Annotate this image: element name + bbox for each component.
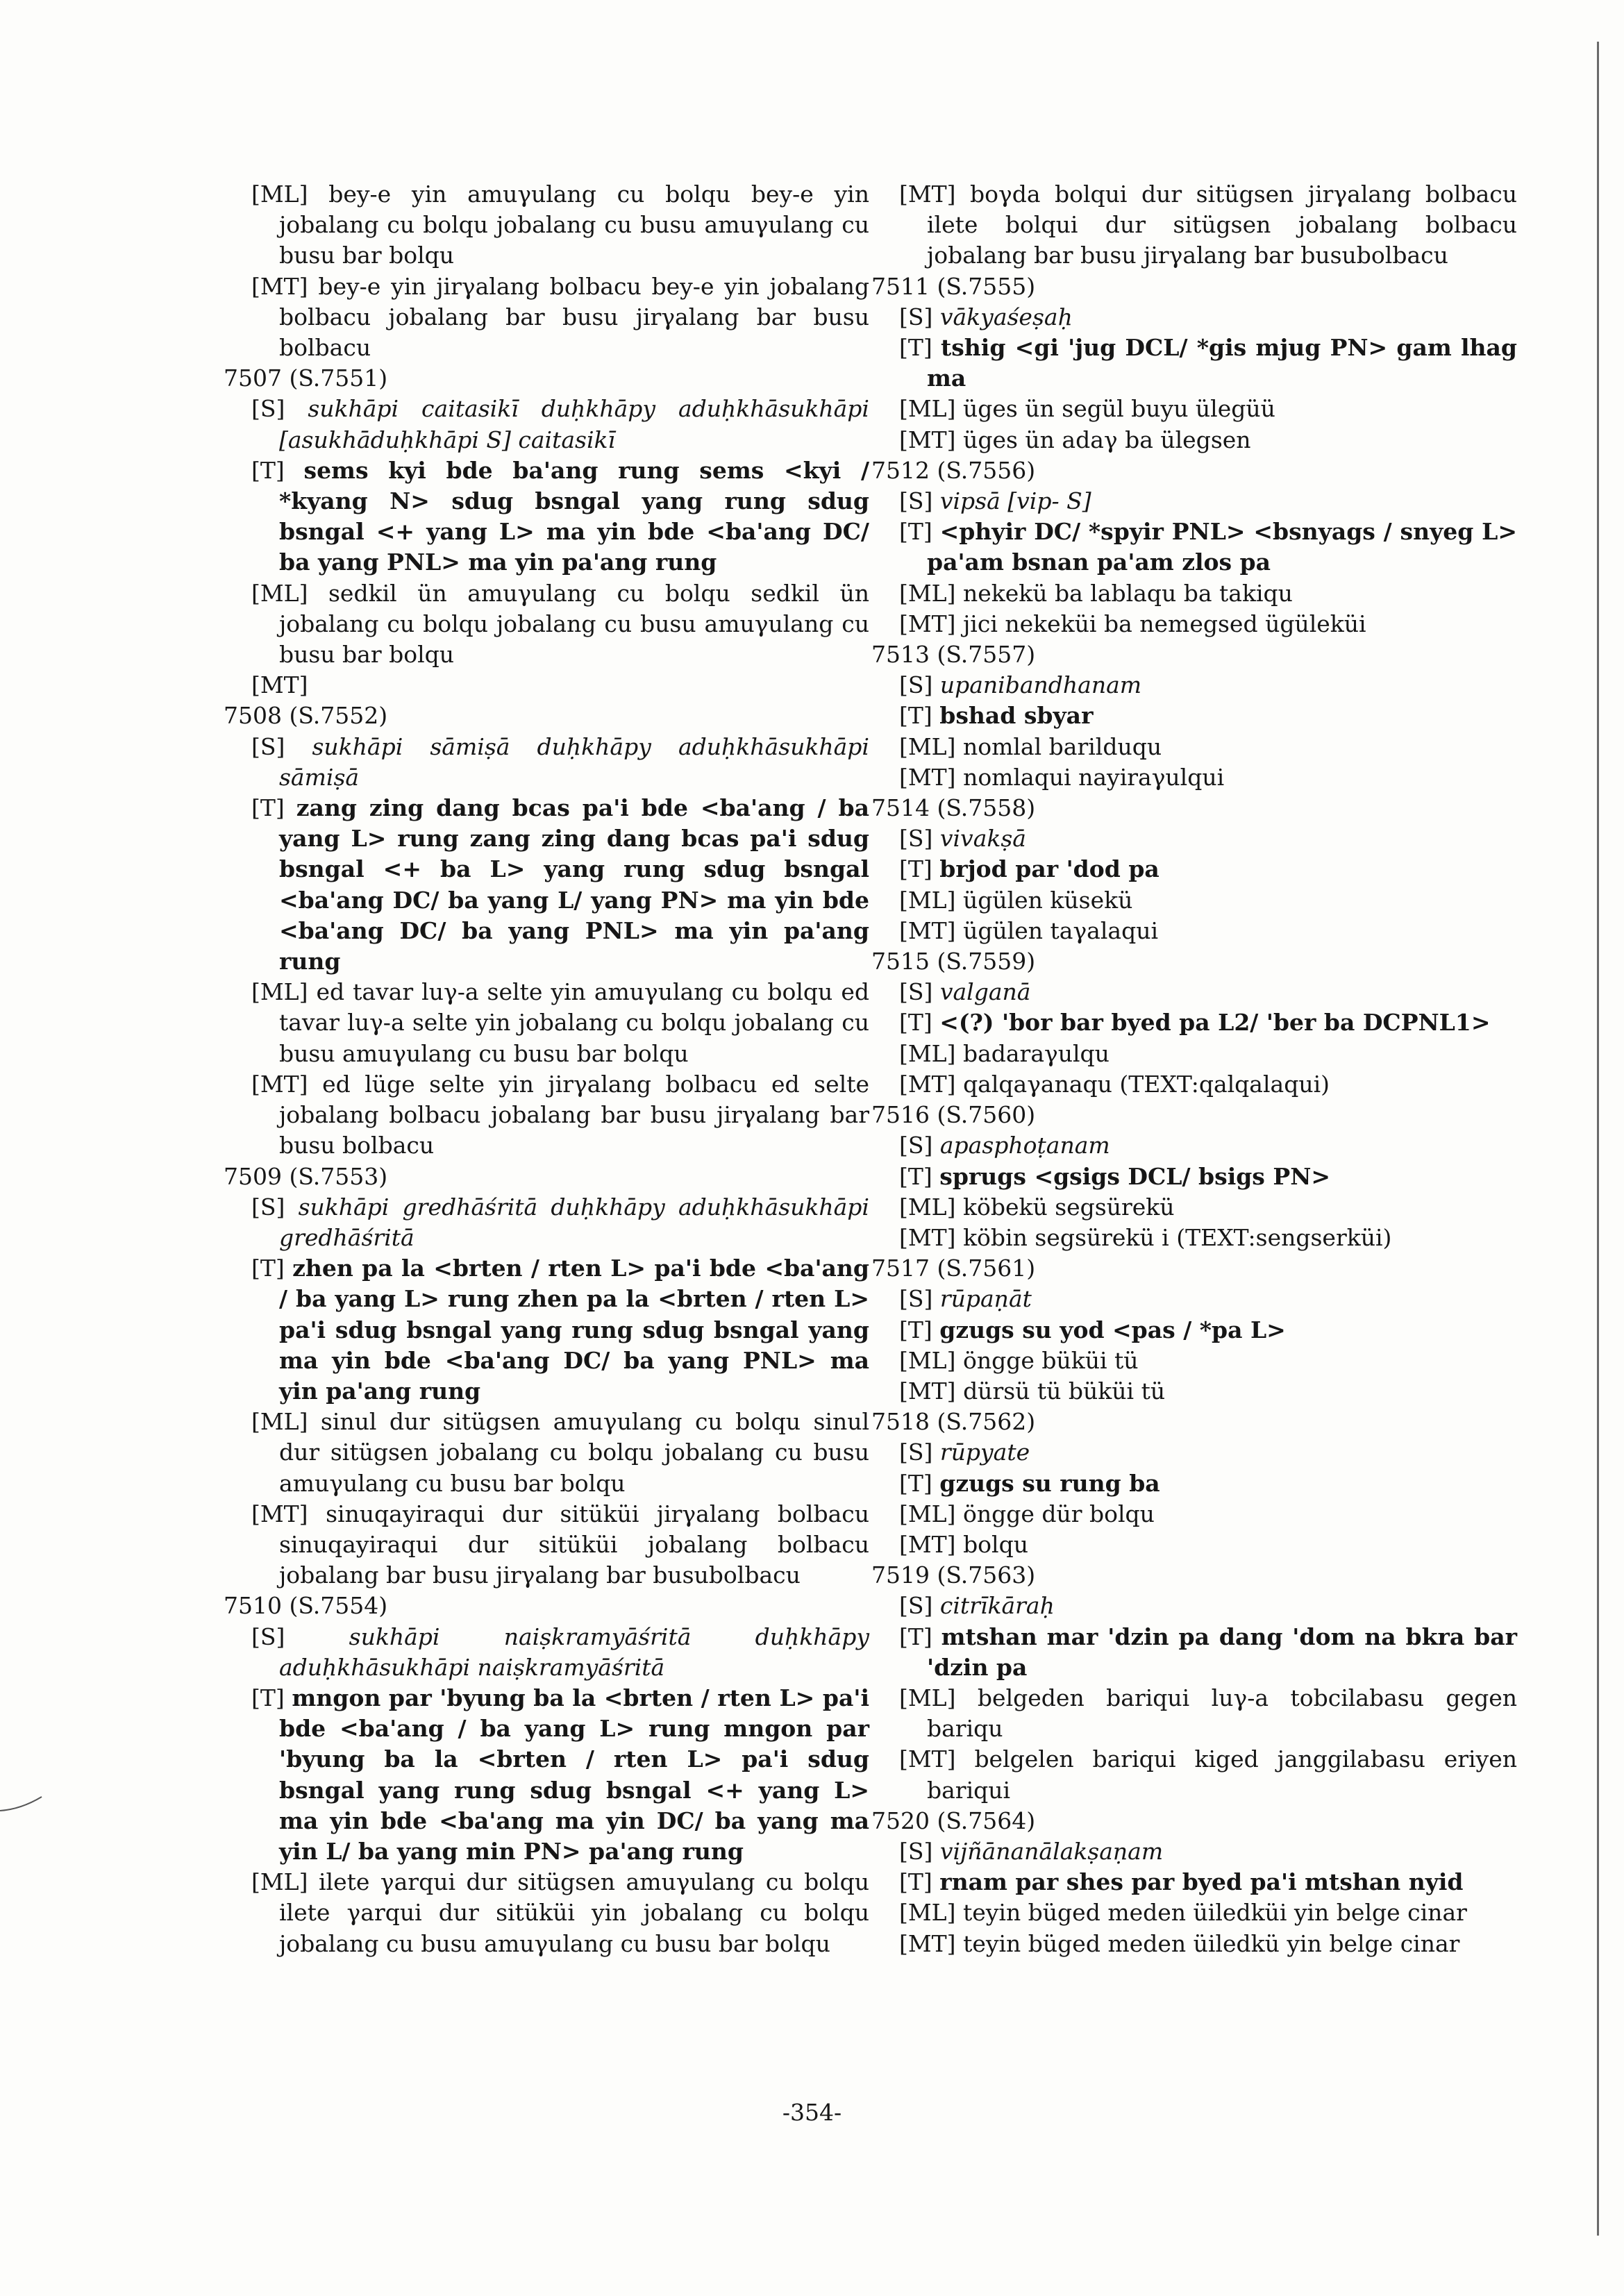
gloss-text: rnam par shes par byed pa'i mtshan nyid — [939, 1868, 1464, 1896]
entry-number: 7508 (S.7552) — [224, 702, 388, 730]
language-tag: [ML] — [899, 1899, 956, 1927]
gloss-text: sedkil ün amuγulang cu bolqu sedkil ün jobalang cu bolqu jobalang cu busu amuγulang cu busu bar bolqu — [279, 579, 869, 669]
gloss-text: ügülen küsekü — [962, 886, 1133, 914]
gloss-text: qalqaγanaqu (TEXT:qalqalaqui) — [963, 1070, 1330, 1098]
gloss-text: mtshan mar 'dzin pa dang 'dom na bkra bar 'dzin pa — [927, 1623, 1517, 1681]
gloss-text: öngge dür bolqu — [962, 1500, 1155, 1527]
gloss-text: ed lüge selte yin jirγalang bolbacu ed selte jobalang bolbacu jobalang bar busu jirγalang bar busu bolbacu — [279, 1070, 869, 1159]
gloss-line — [899, 916, 1517, 946]
gloss-text: vākyaśeṣaḥ — [939, 303, 1073, 330]
entry-number: 7509 (S.7553) — [224, 1162, 388, 1190]
language-tag: [ML] — [899, 1500, 956, 1527]
gloss-text: tshig <gi 'jug DCL/ *gis mjug PN> gam lhag ma — [927, 334, 1517, 392]
gloss-text: sprugs <gsigs DCL/ bsigs PN> — [939, 1162, 1331, 1190]
entry-number: 7515 (S.7559) — [871, 948, 1036, 975]
gloss-text: vijñānanālakṣaṇam — [939, 1837, 1164, 1865]
language-tag: [T] — [899, 1469, 932, 1497]
language-tag: [S] — [899, 671, 933, 699]
gloss-text: bey-e yin jirγalang bolbacu bey-e yin jobalang bolbacu jobalang bar busu jirγalang bar busu bolbacu — [279, 272, 869, 362]
gloss-text: jici nekeküi ba nemegsed ügüleküi — [963, 610, 1366, 637]
gloss-text: valganā — [939, 978, 1031, 1006]
language-tag: [ML] — [899, 1684, 956, 1711]
gloss-line — [899, 1162, 1517, 1192]
gloss-line — [899, 333, 1517, 394]
language-tag: [T] — [899, 518, 932, 546]
language-tag: [ML] — [899, 579, 956, 607]
language-tag: [T] — [899, 1623, 932, 1650]
language-tag: [ML] — [251, 1868, 308, 1896]
gloss-line — [899, 1744, 1517, 1805]
gloss-text: ilete γarqui dur sitügsen amuγulang cu bolqu ilete γarqui dur sitüküi yin jobalang cu bolqu jobalang cu busu amuγulang cu busu bar bolqu — [279, 1868, 869, 1957]
gloss-line — [251, 1499, 869, 1591]
gloss-text: üges ün segül buyu ülegüü — [962, 395, 1275, 423]
language-tag: [ML] — [899, 1039, 956, 1067]
gloss-line — [251, 394, 869, 455]
gloss-text: boγda bolqui dur sitügsen jirγalang bolbacu ilete bolqui dur sitügsen jobalang bolbacu jobalang bar busu jirγalang bar busubolbacu — [927, 181, 1517, 269]
gloss-line — [899, 1591, 1517, 1621]
gloss-text: köbin segsürekü i (TEXT:sengserküi) — [963, 1223, 1392, 1251]
language-tag: [T] — [251, 1684, 285, 1711]
language-tag: [MT] — [899, 1745, 956, 1773]
gloss-line — [251, 670, 869, 701]
language-tag: [T] — [899, 1162, 932, 1190]
left-column — [224, 179, 869, 1959]
language-tag: [MT] — [899, 181, 956, 208]
gloss-text: dürsü tü büküi tü — [963, 1377, 1166, 1405]
gloss-text: zhen pa la <brten / rten L> pa'i bde <ba'ang / ba yang L> rung zhen pa la <brten / rten L> pa'i sdug bsngal yang rung sdug bsngal yang ma yin bde <ba'ang DC/ ba yang PNL> ma yin pa'ang rung — [279, 1255, 869, 1405]
language-tag: [T] — [251, 456, 285, 484]
language-tag: [MT] — [899, 1929, 956, 1957]
gloss-text: belgeden bariqui luγ-a tobcilabasu gegen bariqu — [927, 1684, 1517, 1743]
gloss-line — [899, 486, 1517, 517]
language-tag: [MT] — [899, 1530, 956, 1558]
entry-number: 7513 (S.7557) — [871, 641, 1036, 669]
entry-number: 7520 (S.7564) — [871, 1807, 1036, 1834]
gloss-text: citrīkāraḥ — [939, 1592, 1055, 1620]
language-tag: [MT] — [899, 763, 956, 791]
gloss-text: nomlaqui nayiraγulqui — [963, 763, 1225, 791]
gloss-line — [899, 425, 1517, 455]
language-tag: [ML] — [899, 395, 956, 423]
gloss-text: teyin büged meden üiledkü yin belge cinar — [963, 1929, 1460, 1957]
gloss-text: sinul dur sitügsen amuγulang cu bolqu sinul dur sitügsen jobalang cu bolqu jobalang cu busu amuγulang cu busu bar bolqu — [279, 1408, 870, 1497]
gloss-text: gzugs su yod <pas / *pa L> — [939, 1316, 1286, 1343]
language-tag: [MT] — [899, 1223, 956, 1251]
gloss-line — [899, 609, 1517, 639]
gloss-text: <phyir DC/ *spyir PNL> <bsnyags / snyeg L> pa'am bsnan pa'am zlos pa — [927, 518, 1517, 576]
language-tag: [MT] — [251, 1500, 308, 1527]
scan-mark — [0, 1791, 49, 1819]
gloss-text: vivakṣā — [939, 825, 1026, 853]
gloss-line — [899, 302, 1517, 333]
gloss-line — [251, 1253, 869, 1407]
gloss-line — [899, 1039, 1517, 1069]
gloss-line — [899, 394, 1517, 424]
gloss-line — [899, 179, 1517, 271]
gloss-line — [899, 1315, 1517, 1346]
gloss-line — [899, 578, 1517, 609]
gloss-text: belgelen bariqui kiged janggilabasu eriyen bariqui — [927, 1745, 1517, 1804]
language-tag: [ML] — [899, 1346, 956, 1374]
language-tag: [T] — [251, 794, 285, 822]
gloss-line — [899, 517, 1517, 578]
language-tag: [MT] — [899, 610, 956, 637]
entry-number: 7514 (S.7558) — [871, 794, 1036, 822]
language-tag: [T] — [899, 702, 932, 730]
gloss-line — [899, 854, 1517, 885]
gloss-line — [251, 578, 869, 671]
gloss-line — [251, 793, 869, 977]
gloss-line — [251, 1622, 869, 1683]
gloss-line — [899, 1499, 1517, 1530]
gloss-text: sems kyi bde ba'ang rung sems <kyi / *kyang N> sdug bsngal yang rung sdug bsngal <+ yang L> ma yin bde <ba'ang DC/ ba yang PNL> ma yin pa'ang rung — [279, 456, 870, 576]
language-tag: [MT] — [899, 1377, 956, 1405]
gloss-line — [899, 1530, 1517, 1560]
language-tag: [ML] — [251, 978, 308, 1006]
language-tag: [MT] — [251, 671, 308, 699]
gloss-line — [899, 1376, 1517, 1407]
language-tag: [S] — [899, 1132, 933, 1159]
gloss-text: rūpaṇāt — [939, 1285, 1032, 1313]
gloss-line — [251, 179, 869, 271]
language-tag: [S] — [251, 395, 285, 423]
gloss-line — [899, 1130, 1517, 1161]
entry-number: 7510 (S.7554) — [224, 1592, 388, 1620]
entry-number: 7519 (S.7563) — [871, 1561, 1036, 1589]
gloss-line — [251, 455, 869, 578]
language-tag: [T] — [899, 855, 932, 883]
gloss-line — [899, 1192, 1517, 1223]
language-tag: [T] — [899, 1009, 932, 1037]
gloss-text: ed tavar luγ-a selte yin amuγulang cu bolqu ed tavar luγ-a selte yin jobalang cu bolqu jobalang cu busu amuγulang cu busu bar bolqu — [279, 978, 869, 1067]
gloss-line — [899, 1437, 1517, 1468]
entry-number: 7511 (S.7555) — [871, 272, 1036, 300]
entry-number: 7512 (S.7556) — [871, 456, 1036, 484]
gloss-text: upanibandhanam — [939, 671, 1142, 699]
gloss-line — [251, 1407, 869, 1499]
gloss-line — [899, 762, 1517, 793]
gloss-line — [899, 1622, 1517, 1683]
gloss-line — [899, 1929, 1517, 1959]
gloss-text: nekekü ba lablaqu ba takiqu — [962, 579, 1293, 607]
language-tag: [T] — [899, 1316, 932, 1343]
gloss-text: vipsā [vip- S] — [939, 487, 1091, 515]
gloss-text: köbekü segsürekü — [962, 1193, 1175, 1221]
language-tag: [T] — [251, 1255, 285, 1282]
language-tag: [T] — [899, 1868, 932, 1896]
gloss-text: teyin büged meden üiledküi yin belge cinar — [962, 1899, 1467, 1927]
gloss-text: apasphoṭanam — [939, 1132, 1110, 1159]
gloss-line — [899, 885, 1517, 916]
language-tag: [ML] — [251, 181, 308, 208]
language-tag: [S] — [899, 978, 933, 1006]
language-tag: [ML] — [899, 886, 956, 914]
language-tag: [S] — [899, 825, 933, 853]
gloss-text: ügülen taγalaqui — [963, 916, 1159, 944]
gloss-line — [899, 977, 1517, 1007]
gloss-line — [899, 701, 1517, 731]
language-tag: [S] — [251, 1193, 285, 1221]
gloss-text: gzugs su rung ba — [939, 1469, 1160, 1497]
language-tag: [S] — [251, 732, 285, 760]
entry-number: 7507 (S.7551) — [224, 364, 388, 392]
entry-number: 7516 (S.7560) — [871, 1101, 1036, 1129]
gloss-text: zang zing dang bcas pa'i bde <ba'ang / ba yang L> rung zang zing dang bcas pa'i sdug bsngal <+ ba L> yang rung sdug bsngal <ba'ang DC/ ba yang L/ yang PN> ma yin bde <ba'ang DC/ ba yang PNL> ma yin pa'ang rung — [279, 794, 869, 975]
language-tag: [MT] — [899, 1070, 956, 1098]
gloss-line — [251, 271, 869, 364]
gloss-line — [251, 1683, 869, 1867]
gloss-text: sukhāpi naiṣkramyāśritā duḥkhāpy aduḥkhāsukhāpi naiṣkramyāśritā — [279, 1623, 869, 1681]
language-tag: [ML] — [251, 1408, 308, 1436]
gloss-text: sukhāpi sāmiṣā duḥkhāpy aduḥkhāsukhāpi sāmiṣā — [279, 732, 869, 791]
gloss-text: sinuqayiraqui dur sitüküi jirγalang bolbacu sinuqayiraqui dur sitüküi jobalang bolbacu jobalang bar busu jirγalang bar busubolbacu — [279, 1500, 869, 1589]
language-tag: [ML] — [899, 1193, 956, 1221]
language-tag: [S] — [251, 1623, 285, 1650]
gloss-text: bolqu — [963, 1530, 1028, 1558]
gloss-text: bshad sbyar — [939, 702, 1094, 730]
gloss-line — [899, 1007, 1517, 1038]
gloss-text: rūpyate — [939, 1439, 1030, 1466]
language-tag: [S] — [899, 303, 933, 330]
gloss-line — [899, 823, 1517, 854]
gloss-text: badaraγulqu — [962, 1039, 1110, 1067]
gloss-line — [899, 1284, 1517, 1314]
language-tag: [S] — [899, 487, 933, 515]
gloss-line — [251, 1867, 869, 1959]
gloss-text: nomlal barilduqu — [962, 732, 1162, 760]
gloss-line — [899, 1897, 1517, 1928]
gloss-line — [899, 1223, 1517, 1253]
gloss-line — [899, 670, 1517, 701]
language-tag: [S] — [899, 1285, 933, 1313]
gloss-line — [899, 1468, 1517, 1499]
entry-number: 7517 (S.7561) — [871, 1255, 1036, 1282]
language-tag: [ML] — [899, 732, 956, 760]
language-tag: [S] — [899, 1439, 933, 1466]
language-tag: [ML] — [251, 579, 308, 607]
language-tag: [S] — [899, 1592, 933, 1620]
page-number: -354- — [782, 2099, 842, 2126]
language-tag: [T] — [899, 334, 932, 362]
gloss-text: brjod par 'dod pa — [939, 855, 1160, 883]
gloss-text: <(?) 'bor bar byed pa L2/ 'ber ba DCPNL1> — [939, 1009, 1491, 1037]
gloss-line — [251, 1192, 869, 1253]
gloss-text: bey-e yin amuγulang cu bolqu bey-e yin jobalang cu bolqu jobalang cu busu amuγulang cu busu bar bolqu — [279, 181, 869, 269]
gloss-text: sukhāpi gredhāśritā duḥkhāpy aduḥkhāsukhāpi gredhāśritā — [279, 1193, 869, 1251]
gloss-line — [899, 1683, 1517, 1744]
language-tag: [MT] — [899, 916, 956, 944]
language-tag: [MT] — [251, 272, 308, 300]
gloss-line — [251, 977, 869, 1069]
entry-number: 7518 (S.7562) — [871, 1408, 1036, 1436]
gloss-line — [899, 1836, 1517, 1867]
gloss-text: üges ün adaγ ba ülegsen — [963, 426, 1251, 453]
gloss-line — [251, 1069, 869, 1162]
gloss-line — [899, 1069, 1517, 1100]
gloss-line — [899, 732, 1517, 762]
gloss-text: mngon par 'byung ba la <brten / rten L> pa'i bde <ba'ang / ba yang L> rung mngon par 'byung ba la <brten / rten L> pa'i sdug bsngal yang rung sdug bsngal <+ yang L> ma yin bde <ba'ang ma yin DC/ ba yang ma yin L/ ba yang min PN> pa'ang rung — [279, 1684, 869, 1865]
language-tag: [MT] — [899, 426, 956, 453]
gloss-line — [899, 1346, 1517, 1376]
language-tag: [MT] — [251, 1070, 308, 1098]
language-tag: [S] — [899, 1837, 933, 1865]
gloss-text: öngge büküi tü — [962, 1346, 1139, 1374]
scan-edge-line — [1597, 42, 1599, 2236]
gloss-text: sukhāpi caitasikī duḥkhāpy aduḥkhāsukhāpi [asukhāduḥkhāpi S] caitasikī — [279, 395, 869, 453]
right-column — [871, 179, 1517, 1959]
gloss-line — [899, 1867, 1517, 1897]
gloss-line — [251, 732, 869, 793]
